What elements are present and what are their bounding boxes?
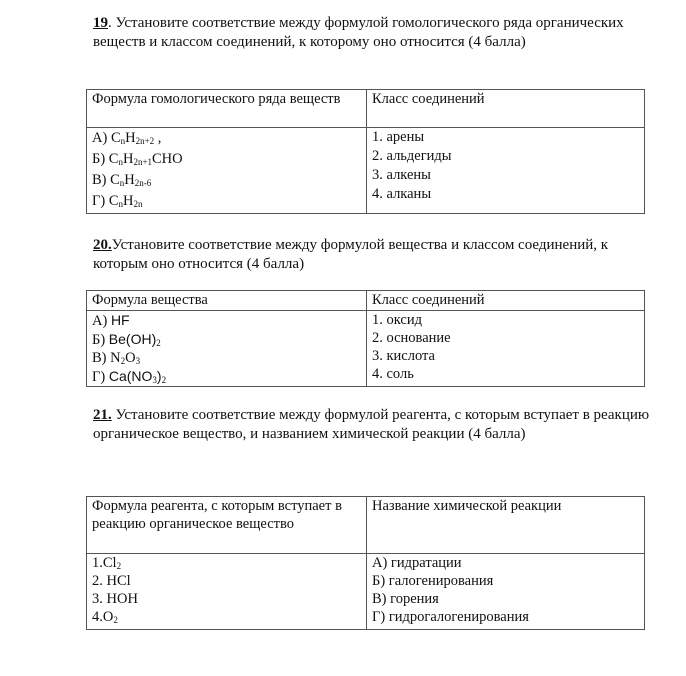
- formula-subscript: 2: [156, 338, 161, 348]
- formula-item: [92, 367, 360, 386]
- formula-label: Б): [92, 151, 109, 167]
- formula-label: Б): [92, 332, 109, 348]
- formula-base: N: [110, 350, 121, 366]
- formula-item: [92, 330, 360, 349]
- formula-base: C: [108, 151, 119, 167]
- formula-subscript: n: [118, 157, 123, 167]
- list-item: А) гидратации: [372, 555, 462, 571]
- formula-item: [92, 191, 360, 212]
- formula-label: 1.: [92, 555, 103, 571]
- formula-base: H: [125, 130, 136, 146]
- list-item: 4. алканы: [372, 186, 432, 202]
- formula-base: O: [125, 350, 136, 366]
- reagent-cell: [87, 554, 367, 630]
- formula-item: [92, 311, 360, 330]
- formula-label: В): [92, 350, 111, 366]
- formula-item: [92, 572, 360, 590]
- question-21-text: [93, 406, 658, 444]
- header-class: Класс соединений: [367, 291, 645, 311]
- list-item: 2. альдегиды: [372, 148, 452, 164]
- formula-base: Be(OH): [108, 331, 157, 347]
- list-item: 1. оксид: [372, 312, 423, 328]
- list-item: Г) гидрогалогенирования: [372, 609, 529, 625]
- formula-label: Г): [92, 369, 109, 385]
- formula-item: [92, 149, 360, 170]
- formula-label: А): [92, 313, 111, 329]
- list-item: 1. арены: [372, 129, 425, 145]
- list-item: Б) галогенирования: [372, 573, 494, 589]
- header-reagent: Формула реагента, с которым вступает в реакцию органическое вещество: [87, 497, 367, 554]
- formula-subscript: n: [118, 199, 124, 209]
- question-text: Установите соответствие между формулой вещества и классом соединений, к которым оно относится (4 балла): [93, 237, 609, 272]
- formula-base: HF: [110, 312, 130, 328]
- formula-base: C: [110, 172, 120, 188]
- list-item: В) горения: [372, 591, 439, 607]
- formula-item: [92, 608, 360, 626]
- formula-subscript: 2: [161, 375, 167, 385]
- formula-subscript: 3: [152, 375, 157, 385]
- formula-item: [92, 554, 360, 572]
- formula-base: HCl: [106, 573, 131, 589]
- formula-base: H: [123, 193, 134, 209]
- formula-subscript: 3: [135, 356, 141, 366]
- formula-item: [92, 128, 360, 149]
- formula-base: HOH: [106, 591, 138, 607]
- formula-base: C: [108, 193, 119, 209]
- formula-subscript: 2n: [133, 199, 143, 209]
- header-formula: Формула вещества: [87, 291, 367, 311]
- list-item: 4. соль: [372, 366, 414, 382]
- formula-base: ): [156, 368, 162, 384]
- formula-subscript: n: [119, 178, 125, 188]
- formula-suffix: CHO: [152, 151, 183, 167]
- formula-label: 3.: [92, 591, 107, 607]
- formula-item: [92, 349, 360, 367]
- formula-label: Г): [92, 193, 109, 209]
- formula-label: 4.: [92, 609, 103, 625]
- header-formula: Формула гомологического ряда веществ: [87, 90, 367, 128]
- table-19: [86, 89, 645, 214]
- formula-base: C: [110, 130, 121, 146]
- question-text: . Установите соответствие между формулой гомологического ряда органических веществ и классом соединений, к которому оно относится (4 балла): [93, 15, 624, 50]
- formula-subscript: 2n-6: [134, 178, 152, 188]
- formula-item: [92, 590, 360, 608]
- formula-base: Cl: [102, 555, 117, 571]
- formula-subscript: 2n+1: [133, 157, 153, 167]
- formula-base: O: [102, 609, 114, 625]
- question-20-text: [93, 236, 658, 274]
- class-cell: [367, 311, 645, 387]
- formula-label: А): [92, 130, 111, 146]
- question-19-text: [93, 14, 658, 52]
- formula-label: 2.: [92, 573, 107, 589]
- formula-subscript: 2: [120, 356, 126, 366]
- formula-base: Ca(NO: [108, 368, 153, 384]
- formula-base: H: [124, 172, 135, 188]
- header-class: Класс соединений: [367, 90, 645, 128]
- question-text: Установите соответствие между формулой реагента, с которым вступает в реакцию органическое вещество, и названием химической реакции (4 балла): [93, 407, 650, 442]
- list-item: 3. алкены: [372, 167, 431, 183]
- formula-base: H: [122, 151, 134, 167]
- formula-subscript: 2: [113, 615, 118, 625]
- formula-subscript: 2: [116, 561, 122, 571]
- formula-cell: [87, 128, 367, 214]
- table-21: [86, 496, 645, 630]
- question-number: 20.: [93, 237, 112, 253]
- formula-subscript: n: [120, 136, 126, 146]
- list-item: 2. основание: [372, 330, 451, 346]
- table-20: [86, 290, 645, 387]
- formula-item: [92, 170, 360, 191]
- formula-suffix: ,: [154, 130, 162, 146]
- formula-subscript: 2n+2: [135, 136, 155, 146]
- reaction-cell: [367, 554, 645, 630]
- list-item: 3. кислота: [372, 348, 435, 364]
- formula-label: В): [92, 172, 111, 188]
- question-number: 21.: [93, 407, 112, 423]
- question-number: 19: [93, 15, 108, 31]
- formula-cell: [87, 311, 367, 387]
- header-reaction: Название химической реакции: [367, 497, 645, 554]
- class-cell: [367, 128, 645, 214]
